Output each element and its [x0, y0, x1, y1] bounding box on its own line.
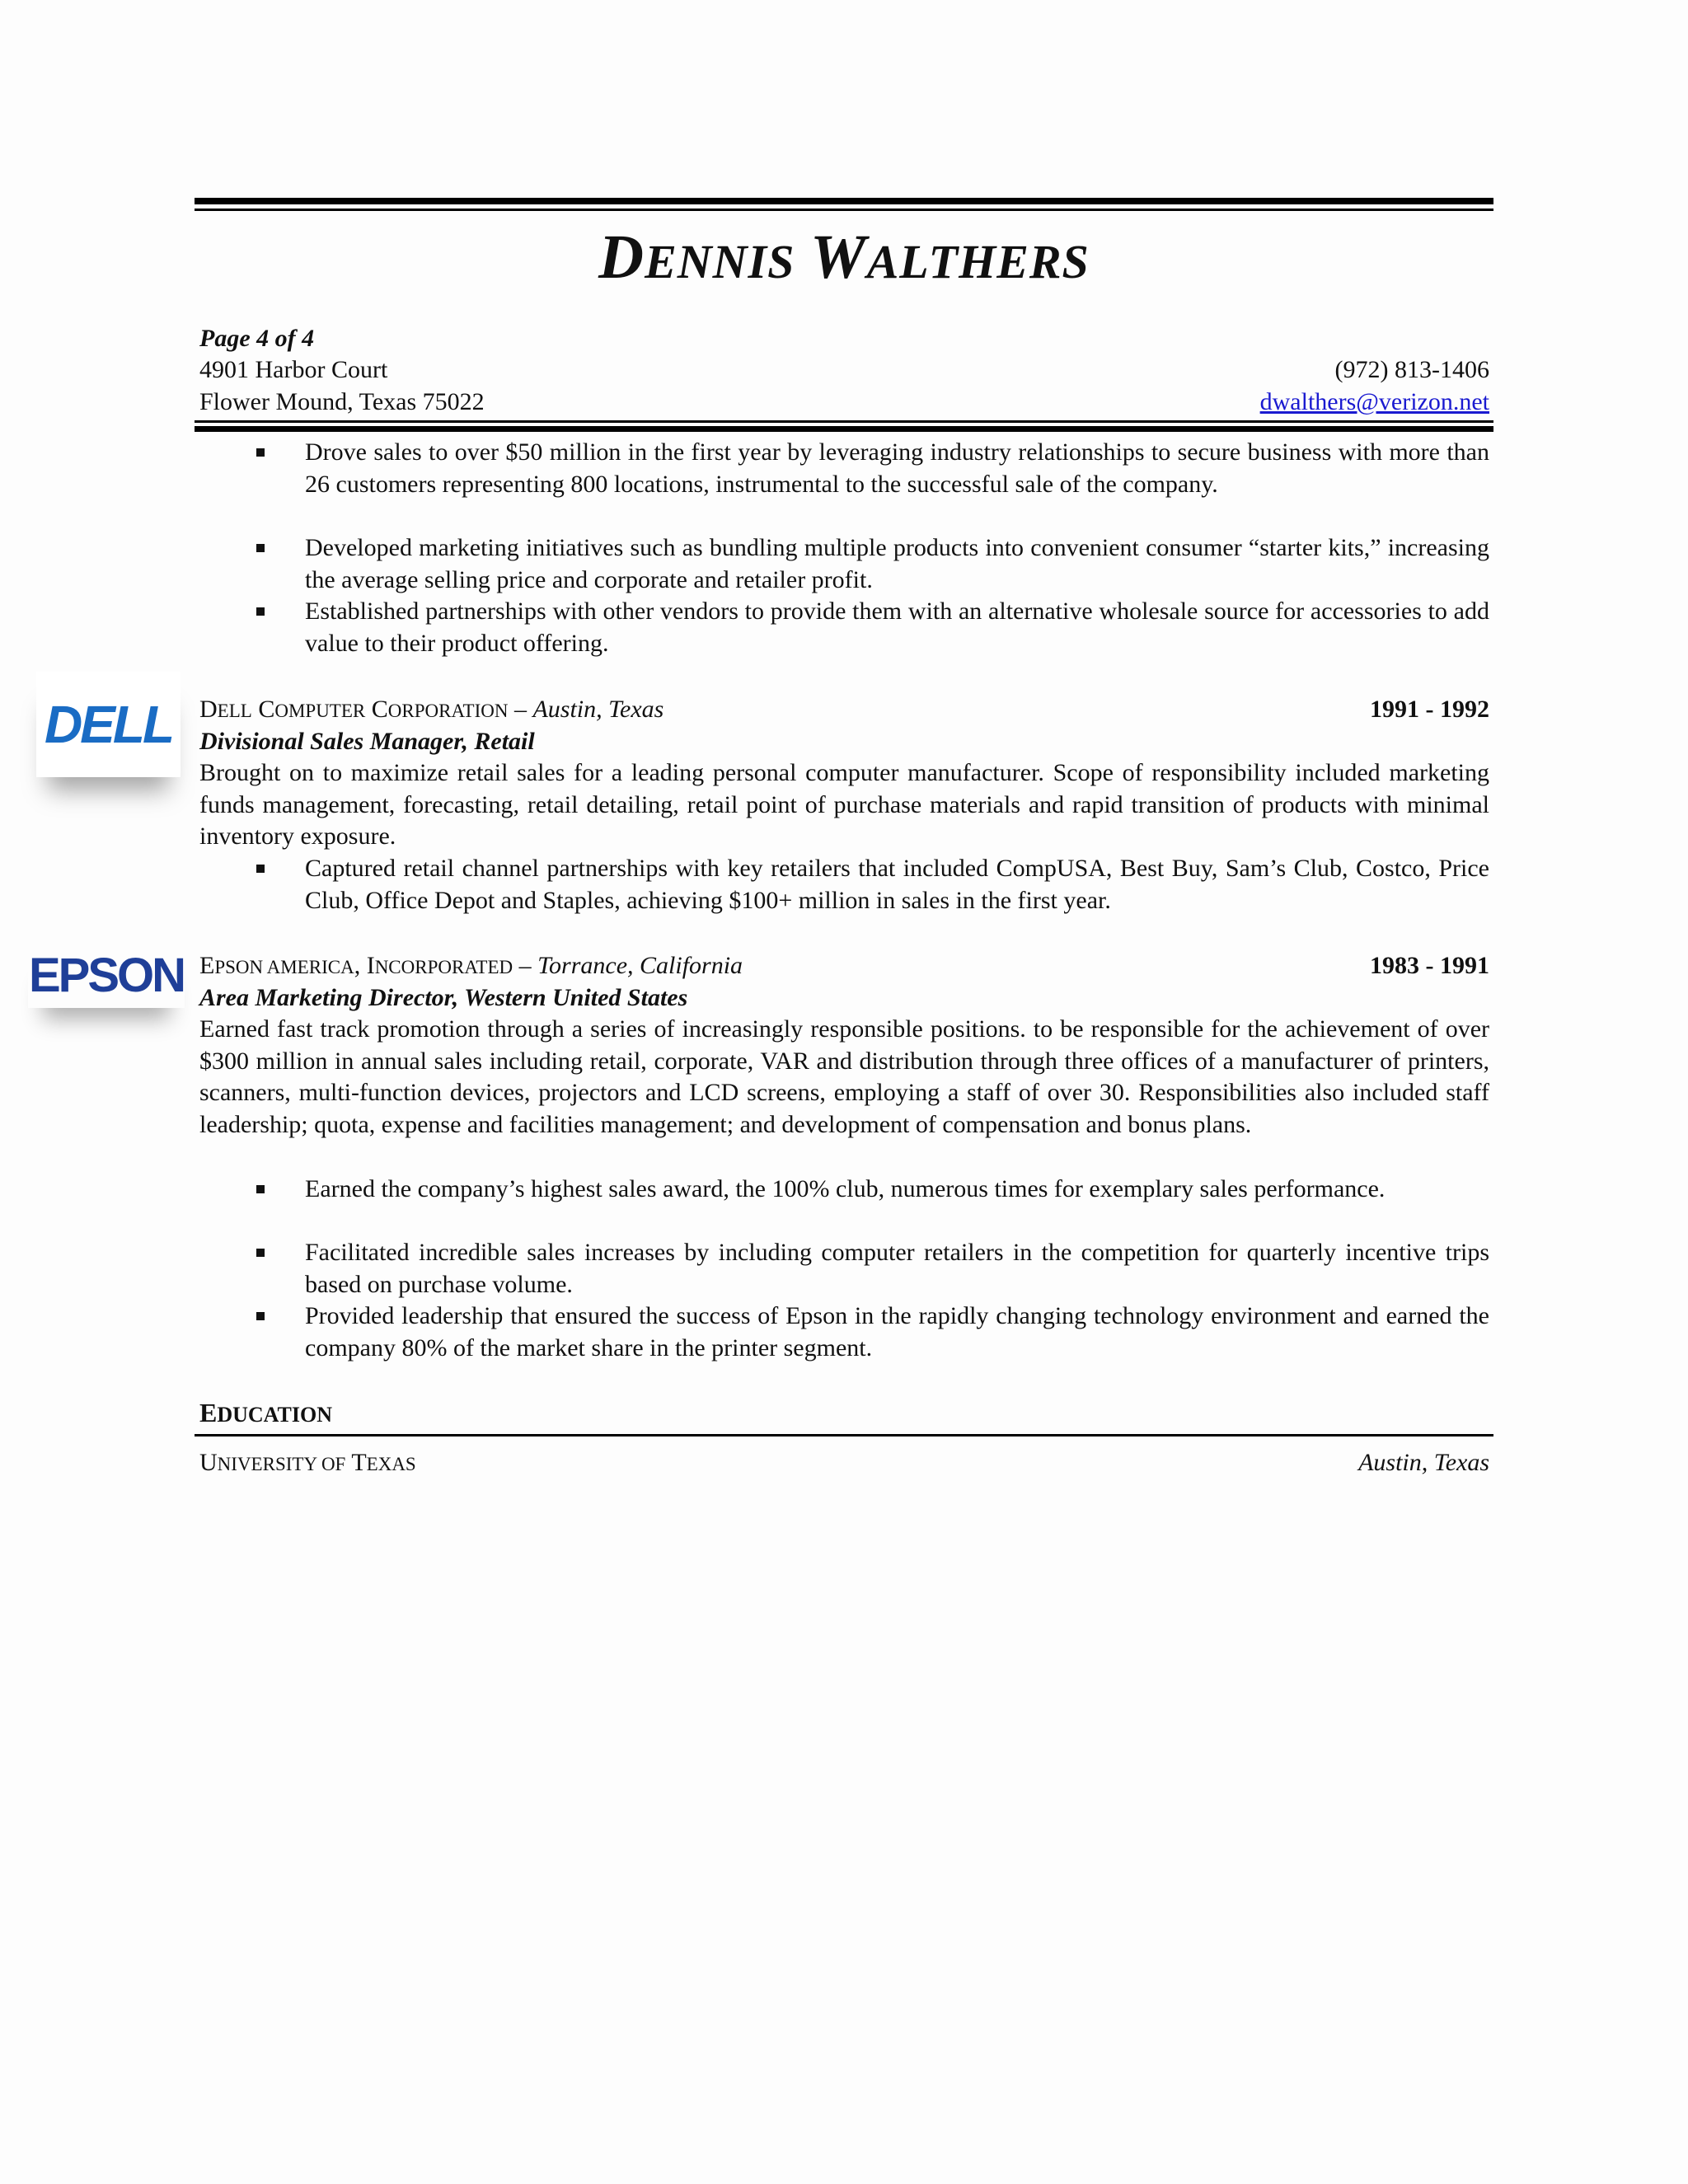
name-last-rest: ALTHERS	[866, 235, 1090, 288]
square-bullet-icon	[256, 865, 265, 873]
school-location: Austin, Texas	[1358, 1449, 1489, 1476]
address-phone-row	[199, 354, 1489, 386]
dell-description: Brought on to maximize retail sales for a leading personal computer manufacturer. Scope of responsibility included marketing funds management, forecasting, retail detailing, retail point of purchase materials and rapid transition of products with minimal inventory exposure.	[199, 759, 1489, 851]
epson-location: Torrance, California	[537, 952, 743, 979]
epson-logo	[28, 942, 185, 1008]
address-email-row	[199, 387, 1489, 418]
dell-logo	[36, 672, 181, 777]
list-item	[305, 596, 1489, 659]
list-item	[305, 437, 1489, 500]
page-label: Page 4 of 4	[199, 325, 315, 352]
square-bullet-icon	[256, 448, 265, 457]
list-item-text: Provided leadership that ensured the success of Epson in the rapidly changing technology environment and earned the company 80% of the market share in the printer segment.	[305, 1302, 1489, 1361]
address-line2: Flower Mound, Texas 75022	[199, 388, 485, 415]
candidate-name	[195, 216, 1493, 303]
email-link[interactable]: dwalthers@verizon.net	[1259, 388, 1489, 415]
square-bullet-icon	[256, 1185, 265, 1193]
dell-job-title: Divisional Sales Manager, Retail	[199, 728, 535, 755]
header-bottom-rule-thick	[195, 426, 1493, 432]
header-bottom-rule-thin	[195, 420, 1493, 423]
education-heading: EDUCATION	[199, 1398, 332, 1427]
education-rule	[195, 1434, 1493, 1436]
header-top-rule-thin	[195, 209, 1493, 211]
list-item-text: Drove sales to over $50 million in the first year by leveraging industry relationships to secure business with more than 26 customers representing 800 locations, instrumental to the successful sale of the company.	[305, 438, 1489, 498]
square-bullet-icon	[256, 1249, 265, 1257]
name-initial-first: D	[598, 223, 645, 292]
epson-company-name: EPSON AMERICA, INCORPORATED	[199, 952, 513, 979]
phone-number: (972) 813-1406	[1334, 356, 1489, 383]
square-bullet-icon	[256, 607, 265, 616]
epson-company-row	[199, 950, 1489, 983]
list-item-text: Developed marketing initiatives such as bundling multiple products into convenient consumer “starter kits,” increasing the average selling price and corporate and retailer profit.	[305, 534, 1489, 593]
list-item-text: Captured retail channel partnerships with key retailers that included CompUSA, Best Buy, Sam’s Club, Costco, Price Club, Office Depot and Staples, achieving $100+ million in sales in the first year.	[305, 855, 1489, 914]
dell-dates: 1991 - 1992	[1370, 696, 1489, 723]
epson-description: Earned fast track promotion through a series of increasingly responsible positions. to be responsible for the achievement of over $300 million in annual sales including retail, corporate, VAR and distribution through three offices of a manufacturer of printers, scanners, multi-function devices, projectors and LCD screens, employing a staff of over 30. Responsibilities also included staff leadership; quota, expense and facilities management; and development of compensation and bonus plans.	[199, 1015, 1489, 1139]
epson-job-title: Area Marketing Director, Western United States	[199, 984, 688, 1011]
square-bullet-icon	[256, 544, 265, 552]
list-item	[305, 1301, 1489, 1364]
list-item-text: Established partnerships with other vendors to provide them with an alternative wholesale source for accessories to add value to their product offering.	[305, 598, 1489, 657]
address-line1: 4901 Harbor Court	[199, 356, 388, 383]
list-item-text: Facilitated incredible sales increases by including computer retailers in the competition for quarterly incentive trips based on purchase volume.	[305, 1239, 1489, 1298]
list-item-text: Earned the company’s highest sales award, the 100% club, numerous times for exemplary sales performance.	[305, 1175, 1386, 1202]
epson-dash: –	[513, 952, 538, 979]
school-name: UNIVERSITY OF TEXAS	[199, 1449, 416, 1476]
list-item	[305, 532, 1489, 596]
epson-dates: 1983 - 1991	[1370, 952, 1489, 979]
dell-company-name: DELL COMPUTER CORPORATION	[199, 696, 509, 723]
name-first-rest: ENNIS	[645, 235, 795, 288]
dell-dash: –	[508, 696, 533, 723]
list-item	[305, 1237, 1489, 1301]
epson-logo-text: EPSON	[28, 948, 185, 1002]
dell-logo-text: DELL	[44, 695, 173, 754]
name-initial-last: W	[810, 223, 867, 292]
square-bullet-icon	[256, 1312, 265, 1320]
dell-company-row	[199, 694, 1489, 727]
dell-location: Austin, Texas	[532, 696, 664, 723]
list-item	[305, 1174, 1489, 1206]
education-row	[199, 1447, 1489, 1480]
header-top-rule-thick	[195, 198, 1493, 204]
list-item	[305, 853, 1489, 916]
